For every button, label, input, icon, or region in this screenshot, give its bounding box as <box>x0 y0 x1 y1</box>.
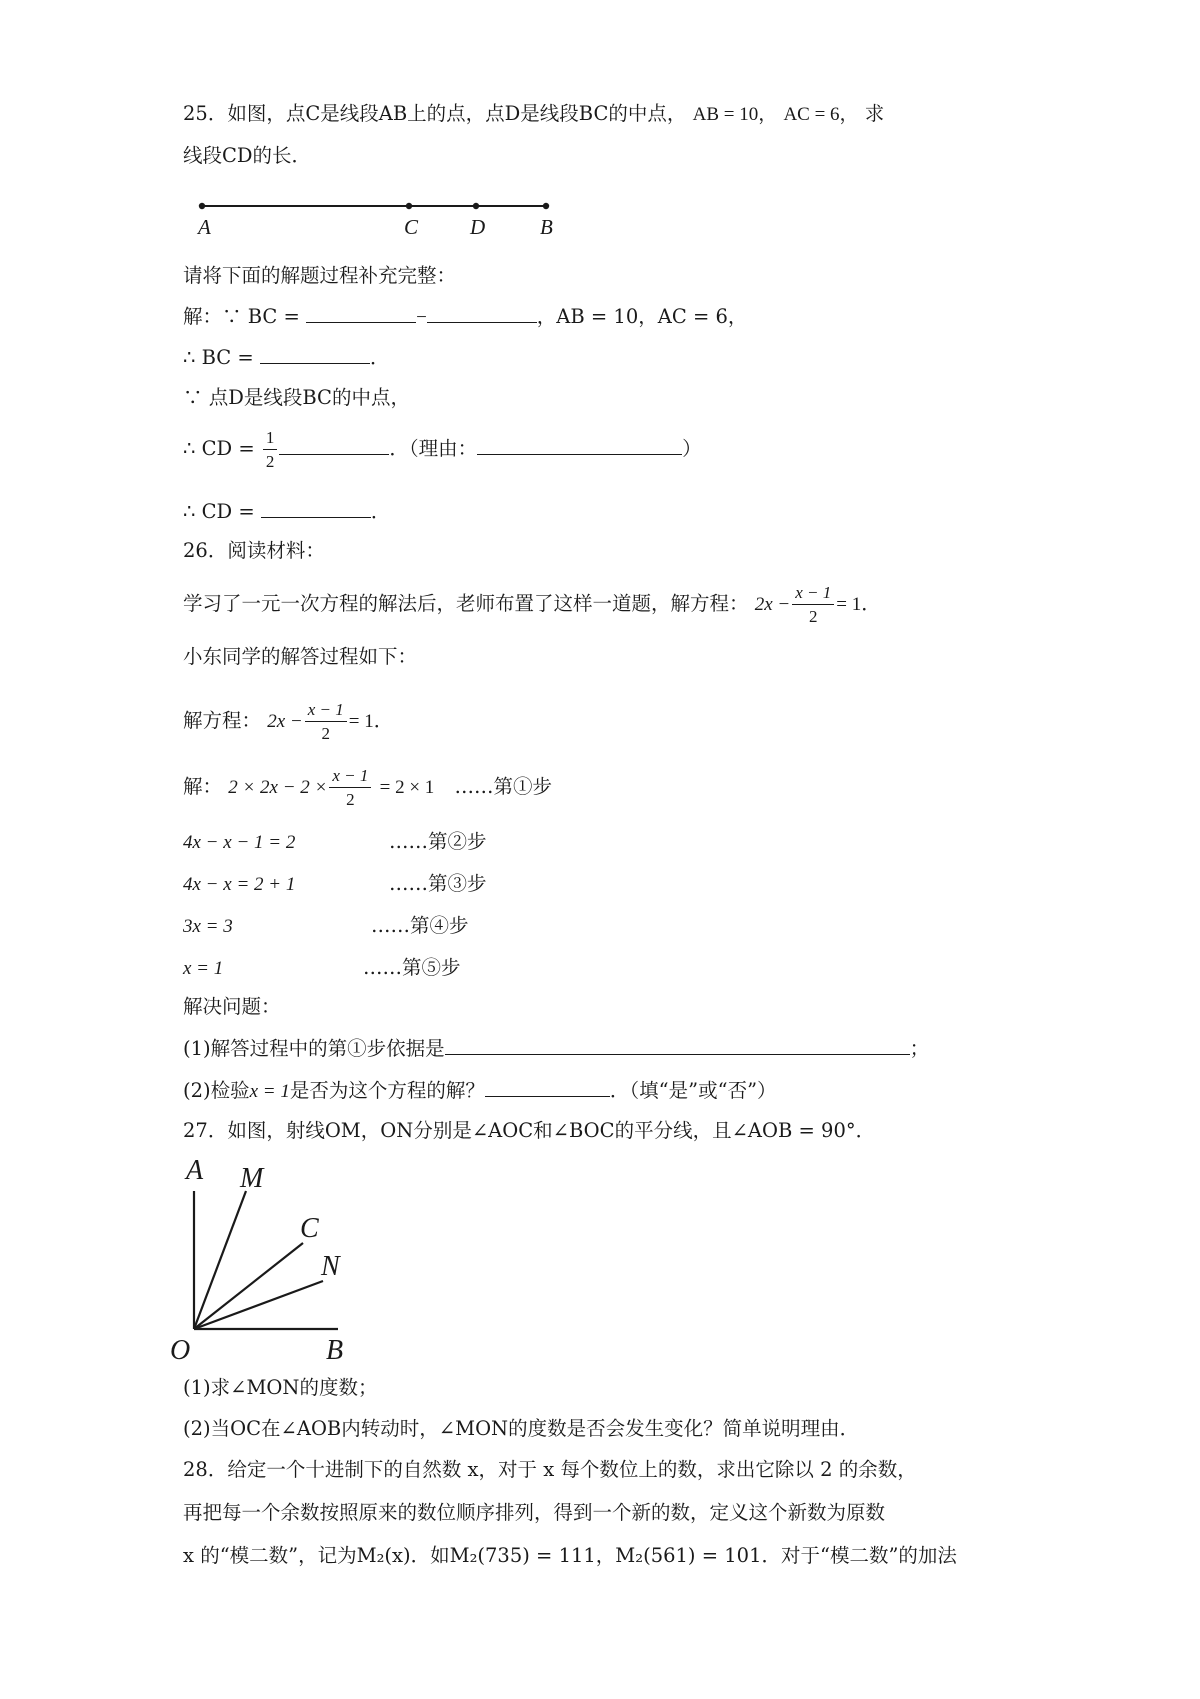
step4-eq: 3x = 3 <box>183 916 233 937</box>
q25-s4-suffix: ） <box>682 437 702 461</box>
fraction <box>305 700 347 743</box>
q26-p2 <box>183 1080 777 1101</box>
answer-blank[interactable] <box>485 1080 610 1097</box>
q25-s4-prefix: ∴ CD = <box>183 437 255 461</box>
q26-p1-suffix: ； <box>909 1037 930 1060</box>
step3-label: ……第③步 <box>389 872 487 895</box>
reason-blank[interactable] <box>477 438 682 455</box>
answer-blank[interactable] <box>260 347 370 364</box>
fraction-half <box>263 428 278 471</box>
q25-ac-eq: AC = 6， <box>783 104 859 125</box>
q25-ab-eq: AB = 10， <box>692 104 778 125</box>
q28-line2: 再把每一个余数按照原来的数位顺序排列，得到一个新的数，定义这个新数为原数 <box>183 1501 886 1524</box>
q26-p2-suffix: ．（填“是”或“否”） <box>609 1079 777 1102</box>
q25-s5-suffix: ． <box>370 500 391 523</box>
q25-s5-prefix: ∴ CD = <box>183 500 255 523</box>
q25-s2-suffix: ． <box>369 346 390 369</box>
label-b: B <box>326 1335 344 1365</box>
label-c: C <box>300 1213 319 1244</box>
answer-blank[interactable] <box>279 438 389 455</box>
step5-eq: x = 1 <box>183 958 224 979</box>
fraction-numerator: x − 1 <box>305 700 347 722</box>
q26-title: 26．阅读材料： <box>183 539 325 562</box>
q26-solve <box>183 700 393 743</box>
q25-s1-suffix: ，AB = 10，AC = 6， <box>536 305 748 328</box>
q26-step4 <box>183 916 469 936</box>
q25-line2: 线段CD的长． <box>183 144 312 167</box>
label-a: A <box>198 215 211 239</box>
segment-diagram <box>190 192 570 244</box>
q26-intro-end: ． <box>861 592 881 616</box>
label-a: A <box>186 1155 204 1186</box>
q28-line3: x 的“模二数”，记为M₂(x)．如M₂(735) = 111，M₂(561) = 101．对于“模二数”的加法 <box>183 1544 957 1567</box>
q25-step5 <box>183 501 390 522</box>
q26-intro-text: 学习了一元一次方程的解法后，老师布置了这样一道题，解方程： <box>183 592 749 616</box>
fraction-denominator: 2 <box>265 451 275 471</box>
q26-p2-mid: 是否为这个方程的解？ <box>289 1079 485 1102</box>
q25-line1 <box>183 104 884 124</box>
answer-blank[interactable] <box>445 1038 910 1055</box>
answer-blank[interactable] <box>261 501 371 518</box>
step1-right: = 2 × 1 <box>379 777 435 799</box>
eq-right: = 1 <box>348 711 374 733</box>
q26-solve-prefix: 解方程： <box>183 709 262 733</box>
period: ． <box>373 709 394 733</box>
q26-p2-prefix: (2)检验 <box>183 1079 250 1102</box>
q25-prompt: 请将下面的解题过程补充完整： <box>183 264 457 287</box>
q27-line1: 27．如图，射线OM，ON分别是∠AOC和∠BOC的平分线，且∠AOB = 90°． <box>183 1119 876 1142</box>
q25-s1-minus: − <box>416 307 427 328</box>
q25-step1 <box>183 306 747 327</box>
fraction-numerator: 1 <box>263 428 278 450</box>
step3-eq: 4x − x = 2 + 1 <box>183 874 296 895</box>
q26-student: 小东同学的解答过程如下： <box>183 645 418 668</box>
fraction-denominator: 2 <box>346 789 355 809</box>
step2-label: ……第②步 <box>389 830 487 853</box>
answer-blank[interactable] <box>427 306 537 323</box>
q26-solve-problem: 解决问题： <box>183 995 281 1018</box>
q25-ask: 求 <box>864 102 885 125</box>
q26-step3 <box>183 874 487 894</box>
fraction-numerator: x − 1 <box>329 766 371 788</box>
fraction <box>792 583 834 626</box>
q25-step3: ∵ 点D是线段BC的中点， <box>183 386 410 409</box>
angle-diagram <box>168 1153 388 1365</box>
label-o: O <box>170 1335 191 1365</box>
q28-line1: 28．给定一个十进制下的自然数 x，对于 x 每个数位上的数，求出它除以 2 的余数， <box>183 1458 917 1481</box>
fraction <box>329 766 371 809</box>
q27-p1: (1)求∠MON的度数； <box>183 1376 378 1399</box>
step5-label: ……第⑤步 <box>363 956 461 979</box>
q25-s4-mid: ．（理由： <box>389 437 478 461</box>
q26-intro <box>183 583 881 626</box>
fraction-denominator: 2 <box>321 723 330 743</box>
label-m: M <box>240 1163 264 1194</box>
step2-eq: 4x − x − 1 = 2 <box>183 832 296 853</box>
q26-step1 <box>183 766 552 809</box>
q27-p2: (2)当OC在∠AOB内转动时，∠MON的度数是否会发生变化？简单说明理由． <box>183 1417 860 1440</box>
label-d: D <box>470 215 486 239</box>
q26-sol-prefix: 解： <box>183 775 223 799</box>
q25-s1-prefix: 解：∵ BC = <box>183 305 300 328</box>
q25-s2-prefix: ∴ BC = <box>183 346 254 369</box>
q25-step4 <box>183 428 702 471</box>
q26-step2 <box>183 832 487 852</box>
q26-step5 <box>183 958 461 978</box>
step1-left: 2 × 2x − 2 × <box>228 777 328 799</box>
answer-blank[interactable] <box>306 306 416 323</box>
fraction-denominator: 2 <box>809 606 818 626</box>
step1-label: ……第①步 <box>454 775 553 799</box>
q25-text: 25．如图，点C是线段AB上的点，点D是线段BC的中点， <box>183 102 687 125</box>
label-b: B <box>540 215 553 239</box>
eq-left: 2x − <box>754 594 791 616</box>
q26-p1 <box>183 1038 929 1059</box>
label-n: N <box>321 1251 340 1282</box>
eq-right: = 1 <box>836 594 862 616</box>
fraction-numerator: x − 1 <box>792 583 834 605</box>
q26-p1-prefix: (1)解答过程中的第①步依据是 <box>183 1037 445 1060</box>
q25-step2 <box>183 347 389 368</box>
label-c: C <box>404 215 419 239</box>
eq-left: 2x − <box>267 711 303 733</box>
step4-label: ……第④步 <box>371 914 469 937</box>
q26-p2-var: x = 1 <box>249 1081 290 1102</box>
